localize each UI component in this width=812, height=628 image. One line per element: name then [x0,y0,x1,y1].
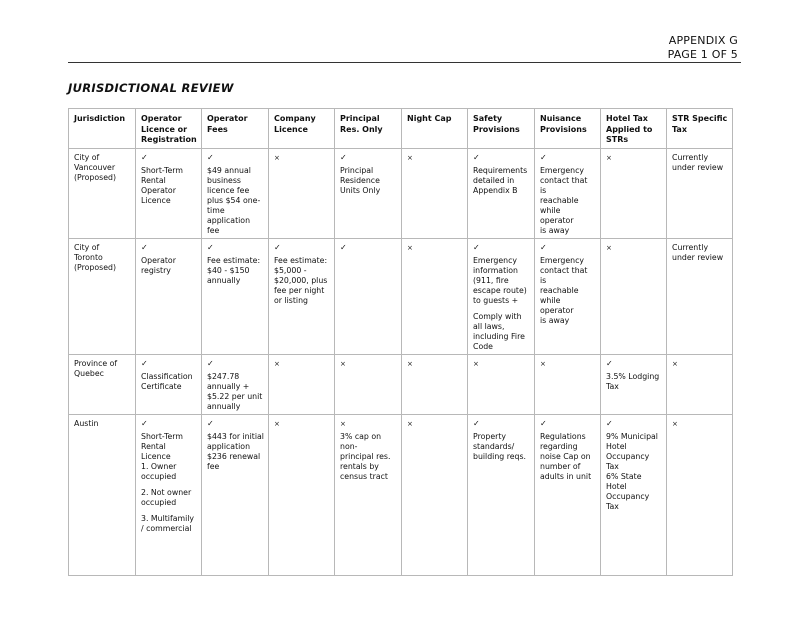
column-header: Operator Fees [202,109,269,149]
table-cell [468,414,535,575]
table-header-row [69,109,733,149]
check-mark-icon: ✓ [540,242,547,252]
table-cell [601,238,667,354]
cross-mark-icon: × [407,153,413,162]
cell-text: Comply with all laws, including Fire Code [473,311,525,351]
cell-text: 3.5% Lodging Tax [606,371,660,391]
cross-mark-icon: × [606,243,612,252]
section-title: JURISDICTIONAL REVIEW [68,81,234,95]
check-mark-icon: ✓ [207,418,214,428]
cross-mark-icon: × [473,359,479,368]
cell-text: Classification Certificate [141,371,193,391]
cell-text: Short-Term Rental Operator Licence [141,165,183,205]
check-mark-icon: ✓ [473,418,480,428]
cross-mark-icon: × [340,419,346,428]
table-cell [601,354,667,414]
cell-text: 2. Not owner occupied [141,487,192,507]
check-mark-icon: ✓ [473,152,480,162]
cell-text: Property standards/ building reqs. [473,431,527,461]
check-mark-icon: ✓ [540,418,547,428]
table-cell [202,354,269,414]
cross-mark-icon: × [340,359,346,368]
column-header: Operator Licence or Registration [136,109,202,149]
cell-text: Emergency contact that is reachable while operator is away [540,255,588,325]
table-cell [136,148,202,238]
table-cell [136,414,202,575]
table-cell [667,414,733,575]
table-cell [335,414,402,575]
table-cell [468,148,535,238]
cross-mark-icon: × [672,419,678,428]
table-cell [269,148,335,238]
table-cell [202,414,269,575]
check-mark-icon: ✓ [207,152,214,162]
table-cell [667,354,733,414]
table-cell [402,354,468,414]
cross-mark-icon: × [540,359,546,368]
check-mark-icon: ✓ [207,358,214,368]
cell-text: Emergency information (911, fire escape route) to guests + [473,255,527,305]
cell-text: 9% Municipal Hotel Occupancy Tax 6% State Hotel Occupancy Tax [606,431,658,511]
jurisdiction-cell: Austin [69,414,136,575]
table-cell [402,148,468,238]
table-cell [667,238,733,354]
table-cell [202,148,269,238]
column-header: STR Specific Tax [667,109,733,149]
cell-text: $49 annual business licence fee plus $54 one- time application fee [207,165,261,235]
cross-mark-icon: × [407,359,413,368]
table-cell [535,414,601,575]
column-header: Company Licence [269,109,335,149]
table-cell [667,148,733,238]
table-cell [136,238,202,354]
cell-text: Fee estimate: $5,000 - $20,000, plus fee per night or listing [274,255,328,305]
check-mark-icon: ✓ [141,152,148,162]
cross-mark-icon: × [606,153,612,162]
table-cell [468,354,535,414]
cell-text: Short-Term Rental Licence 1. Owner occupied [141,431,183,481]
check-mark-icon: ✓ [207,242,214,252]
cell-text: Operator registry [141,255,176,275]
check-mark-icon: ✓ [340,152,347,162]
table-row [69,414,733,575]
cross-mark-icon: × [407,419,413,428]
cross-mark-icon: × [274,153,280,162]
table-row [69,148,733,238]
jurisdiction-cell: City of Vancouver (Proposed) [69,148,136,238]
cross-mark-icon: × [274,419,280,428]
check-mark-icon: ✓ [141,418,148,428]
cell-text: 3. Multifamily / commercial [141,513,195,533]
check-mark-icon: ✓ [540,152,547,162]
page-number: PAGE 1 OF 5 [667,48,738,61]
cell-text: Fee estimate: $40 - $150 annually [207,255,261,285]
column-header: Safety Provisions [468,109,535,149]
column-header: Night Cap [402,109,468,149]
table-cell [535,354,601,414]
column-header: Hotel Tax Applied to STRs [601,109,667,149]
check-mark-icon: ✓ [606,418,613,428]
table-cell [335,354,402,414]
check-mark-icon: ✓ [141,242,148,252]
cross-mark-icon: × [274,359,280,368]
cell-text: Currently under review [672,242,724,262]
appendix-label: APPENDIX G [668,34,738,47]
table-cell [402,414,468,575]
table-cell [601,148,667,238]
cell-text: Regulations regarding noise Cap on number of adults in unit [540,431,592,481]
table-cell [269,238,335,354]
check-mark-icon: ✓ [274,242,281,252]
table-cell [136,354,202,414]
table-cell [269,354,335,414]
check-mark-icon: ✓ [141,358,148,368]
check-mark-icon: ✓ [473,242,480,252]
column-header: Jurisdiction [69,109,136,149]
table-cell [335,148,402,238]
cross-mark-icon: × [407,243,413,252]
check-mark-icon: ✓ [606,358,613,368]
table-cell [535,148,601,238]
table-cell [601,414,667,575]
table-cell [402,238,468,354]
column-header: Principal Res. Only [335,109,402,149]
table-cell [535,238,601,354]
cell-text: Principal Residence Units Only [340,165,381,195]
table-cell [335,238,402,354]
column-header: Nuisance Provisions [535,109,601,149]
cell-text: 3% cap on non- principal res. rentals by census tract [340,431,391,481]
table-cell [202,238,269,354]
cell-text: Requirements detailed in Appendix B [473,165,528,195]
table-cell [269,414,335,575]
page-header [668,34,738,62]
cell-text: $443 for initial application $236 renewal fee [207,431,264,471]
cross-mark-icon: × [672,359,678,368]
header-divider [68,62,741,63]
jurisdiction-cell: Province of Quebec [69,354,136,414]
check-mark-icon: ✓ [340,242,347,252]
table-row [69,354,733,414]
table-row [69,238,733,354]
jurisdiction-cell: City of Toronto (Proposed) [69,238,136,354]
table-cell [468,238,535,354]
jurisdictional-review-table [68,108,733,576]
cell-text: Currently under review [672,152,724,172]
cell-text: $247.78 annually + $5.22 per unit annually [207,371,263,411]
cell-text: Emergency contact that is reachable while operator is away [540,165,588,235]
